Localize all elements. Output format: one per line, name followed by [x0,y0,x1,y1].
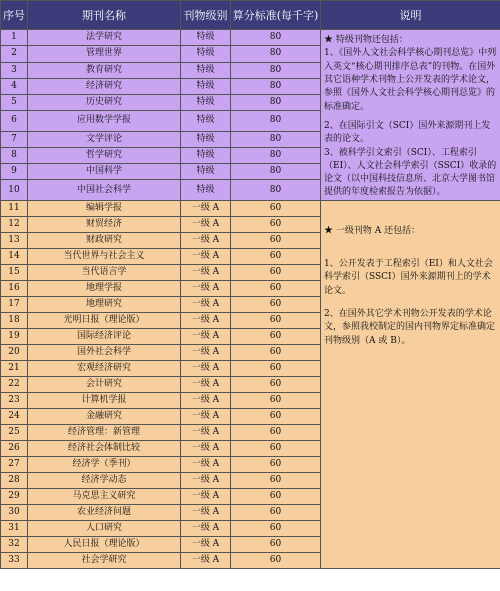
journal-name: 财贸经济 [28,216,181,232]
special-note-1: 1、《国外人文社会科学核心期刊总览》中列入英文“核心期刊排序总表”的刊物。在国外其它语种学术刊物上公开发表的学术论文，参照《国外人文社会科学核心期刊总览》的标准确定。 [324,48,497,112]
row-num: 23 [1,392,28,408]
row-num: 7 [1,131,28,147]
journal-name: 教育研究 [28,62,181,78]
header-score: 算分标准(每千字) [231,1,321,30]
journal-name: 国外社会科学 [28,344,181,360]
journal-level: 一级 A [181,552,231,568]
table-row [1,30,500,46]
journal-level: 一级 A [181,536,231,552]
journal-level: 特级 [181,46,231,62]
journal-score: 60 [231,344,321,360]
journal-name: 财政研究 [28,232,181,248]
journal-score: 80 [231,30,321,46]
row-num: 20 [1,344,28,360]
journal-score: 60 [231,520,321,536]
journal-score: 80 [231,111,321,131]
row-num: 24 [1,408,28,424]
journal-score: 60 [231,296,321,312]
journal-name: 计算机学报 [28,392,181,408]
journal-score: 80 [231,78,321,94]
journal-score: 60 [231,312,321,328]
journal-name: 经济学动态 [28,472,181,488]
journal-score: 60 [231,216,321,232]
journal-name: 地理学报 [28,280,181,296]
row-num: 6 [1,111,28,131]
journal-level: 一级 A [181,520,231,536]
journal-score: 60 [231,408,321,424]
journal-name: 人民日报（理论版） [28,536,181,552]
journal-level: 一级 A [181,232,231,248]
journal-score: 80 [231,46,321,62]
journal-level: 一级 A [181,248,231,264]
header-num: 序号 [1,1,28,30]
row-num: 32 [1,536,28,552]
journal-score: 60 [231,328,321,344]
row-num: 22 [1,376,28,392]
special-note-3: 3、被科学引文索引（SCI）、工程索引（EI）、人文社会科学索引（SSCI）收录的论文（以中国科技信息所、北京大学图书馆提供的年度检索报告为依据）。 [324,147,497,198]
journal-name: 当代语言学 [28,264,181,280]
journal-score: 60 [231,536,321,552]
journal-level: 一级 A [181,344,231,360]
journal-level: 一级 A [181,328,231,344]
journal-level: 特级 [181,78,231,94]
row-num: 30 [1,504,28,520]
journal-level: 一级 A [181,216,231,232]
journal-name: 光明日报（理论版） [28,312,181,328]
journal-name: 经济研究 [28,78,181,94]
row-num: 27 [1,456,28,472]
journal-score: 60 [231,392,321,408]
journal-name: 金融研究 [28,408,181,424]
journal-name: 经济管理：新管理 [28,424,181,440]
journal-score: 60 [231,232,321,248]
journal-level: 一级 A [181,360,231,376]
journal-name: 农业经济问题 [28,504,181,520]
row-num: 8 [1,147,28,163]
journal-name: 哲学研究 [28,147,181,163]
journal-level: 特级 [181,131,231,147]
journal-level: 一级 A [181,408,231,424]
row-num: 11 [1,200,28,216]
row-num: 3 [1,62,28,78]
journal-level: 特级 [181,164,231,180]
journal-name: 经济社会体制比较 [28,440,181,456]
journal-score: 60 [231,200,321,216]
journal-level: 特级 [181,95,231,111]
journal-score: 60 [231,248,321,264]
special-note-2: 2、在国际引文（SCI）国外来源期刊上发表的论文。 [324,120,491,145]
journal-level: 一级 A [181,456,231,472]
row-num: 33 [1,552,28,568]
journal-name: 编辑学报 [28,200,181,216]
header-note: 说明 [321,1,500,30]
journal-level: 一级 A [181,488,231,504]
journal-name: 文学评论 [28,131,181,147]
journal-level: 一级 A [181,424,231,440]
journal-name: 会计研究 [28,376,181,392]
row-num: 9 [1,164,28,180]
first-note-2: 2、在国外其它学术刊物公开发表的学术论文，参照我校制定的国内刊物界定标准确定刊物级别（A 或 B）。 [324,309,496,346]
journal-score: 60 [231,264,321,280]
journal-name: 历史研究 [28,95,181,111]
row-num: 29 [1,488,28,504]
journal-level: 一级 A [181,296,231,312]
journal-name: 管理世界 [28,46,181,62]
journal-level: 特级 [181,111,231,131]
journal-score: 60 [231,440,321,456]
journal-level: 一级 A [181,440,231,456]
journal-score: 80 [231,147,321,163]
row-num: 2 [1,46,28,62]
special-notes-title: ★ 特级刊物还包括： [324,35,408,45]
journal-level: 特级 [181,62,231,78]
journal-name: 经济学（季刊） [28,456,181,472]
journal-level: 特级 [181,180,231,200]
journal-level: 一级 A [181,264,231,280]
row-num: 15 [1,264,28,280]
journal-name: 人口研究 [28,520,181,536]
journal-level: 一级 A [181,376,231,392]
journal-name: 社会学研究 [28,552,181,568]
journal-score: 60 [231,472,321,488]
journal-name: 应用数学学报 [28,111,181,131]
row-num: 21 [1,360,28,376]
header-row [1,1,500,30]
journal-name: 地理研究 [28,296,181,312]
row-num: 25 [1,424,28,440]
row-num: 4 [1,78,28,94]
journal-score: 60 [231,424,321,440]
journal-level: 一级 A [181,312,231,328]
row-num: 17 [1,296,28,312]
row-num: 26 [1,440,28,456]
journal-level: 特级 [181,30,231,46]
journal-name: 法学研究 [28,30,181,46]
journal-score: 60 [231,280,321,296]
first-notes-title: ★ 一级刊物 A 还包括： [324,225,421,236]
journal-score: 60 [231,552,321,568]
journal-score: 80 [231,95,321,111]
journal-level: 一级 A [181,504,231,520]
row-num: 19 [1,328,28,344]
first-note-1: 1、公开发表于工程索引（EI）和人文社会科学索引（SSCI）国外来源期刊上的学术论文。 [324,259,493,296]
journal-level: 特级 [181,147,231,163]
journal-name: 宏观经济研究 [28,360,181,376]
row-num: 13 [1,232,28,248]
row-num: 28 [1,472,28,488]
journal-name: 中国科学 [28,164,181,180]
special-notes [321,30,500,201]
journal-score: 60 [231,504,321,520]
journal-name: 中国社会科学 [28,180,181,200]
journal-score: 60 [231,376,321,392]
journal-score: 60 [231,360,321,376]
row-num: 5 [1,95,28,111]
header-level: 刊物级别 [181,1,231,30]
row-num: 12 [1,216,28,232]
header-name: 期刊名称 [28,1,181,30]
row-num: 18 [1,312,28,328]
row-num: 16 [1,280,28,296]
row-num: 14 [1,248,28,264]
row-num: 1 [1,30,28,46]
journal-score: 60 [231,456,321,472]
journal-score: 80 [231,180,321,200]
journal-name: 马克思主义研究 [28,488,181,504]
journal-score: 60 [231,488,321,504]
journal-name: 当代世界与社会主义 [28,248,181,264]
row-num: 10 [1,180,28,200]
journal-score: 80 [231,164,321,180]
journal-level: 一级 A [181,200,231,216]
row-num: 31 [1,520,28,536]
journal-score: 80 [231,131,321,147]
journal-level: 一级 A [181,392,231,408]
journal-score: 80 [231,62,321,78]
first-level-notes [321,200,500,568]
journal-name: 国际经济评论 [28,328,181,344]
journal-level: 一级 A [181,280,231,296]
table-row [1,200,500,216]
journal-level: 一级 A [181,472,231,488]
